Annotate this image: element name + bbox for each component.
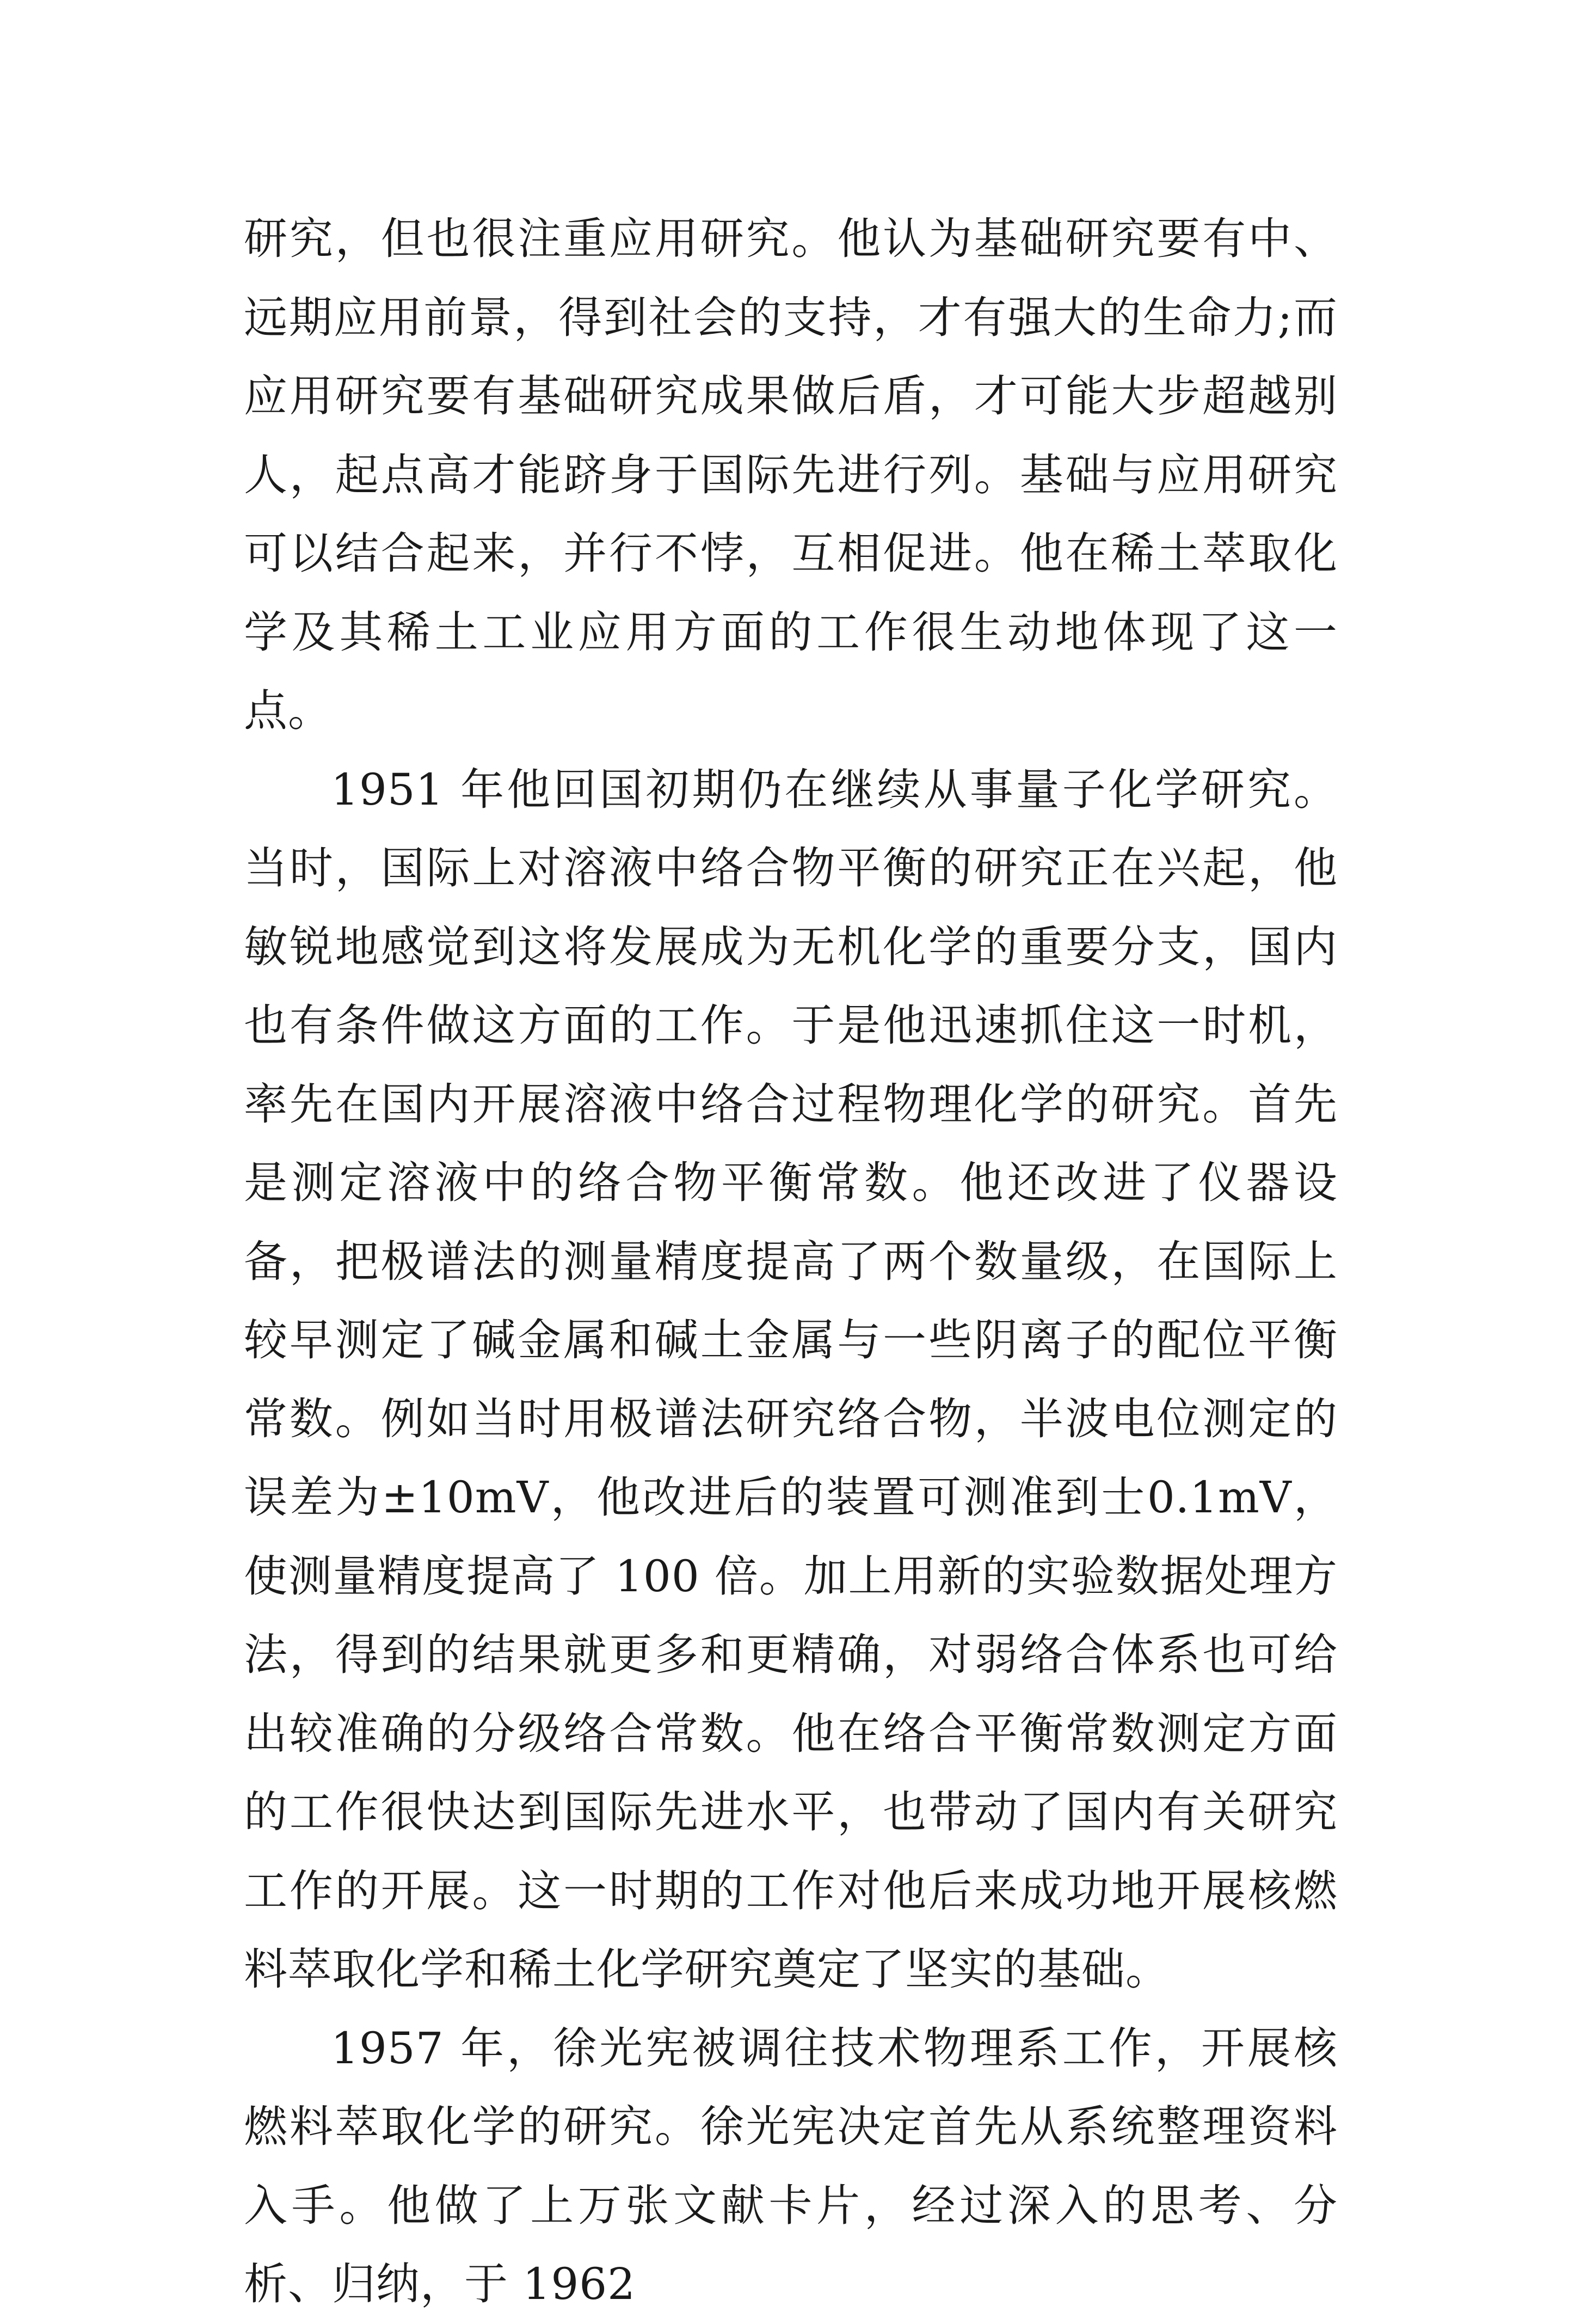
body-text: [244, 200, 1338, 2324]
paragraph-3: 1957 年，徐光宪被调往技术物理系工作，开展核燃料萃取化学的研究。徐光宪决定首先从系统整理资料入手。他做了上万张文献卡片，经过深入的思考、分析、归纳，于 1962: [244, 2022, 1338, 2309]
paragraph-2: 1951 年他回国初期仍在继续从事量子化学研究。当时，国际上对溶液中络合物平衡的研究正在兴起，他敏锐地感觉到这将发展成为无机化学的重要分支，国内也有条件做这方面的工作。于是他迅速抓住这一时机，率先在国内开展溶液中络合过程物理化学的研究。首先是测定溶液中的络合物平衡常数。他还改进了仪器设备，把极谱法的测量精度提高了两个数量级，在国际上较早测定了碱金属和碱土金属与一些阴离子的配位平衡常数。例如当时用极谱法研究络合物，半波电位测定的误差为±10mV，他改进后的装置可测准到士0.1mV，使测量精度提高了 100 倍。加上用新的实验数据处理方法，得到的结果就更多和更精确，对弱络合体系也可给出较准确的分级络合常数。他在络合平衡常数测定方面的工作很快达到国际先进水平，也带动了国内有关研究工作的开展。这一时期的工作对他后来成功地开展核燃料萃取化学和稀土化学研究奠定了坚实的基础。: [244, 764, 1338, 1995]
paragraph-1: 研究，但也很注重应用研究。他认为基础研究要有中、远期应用前景，得到社会的支持，才有强大的生命力;而应用研究要有基础研究成果做后盾，才可能大步超越别人，起点高才能跻身于国际先进行列。基础与应用研究可以结合起来，并行不悖，互相促进。他在稀土萃取化学及其稀土工业应用方面的工作很生动地体现了这一点。: [244, 213, 1338, 736]
